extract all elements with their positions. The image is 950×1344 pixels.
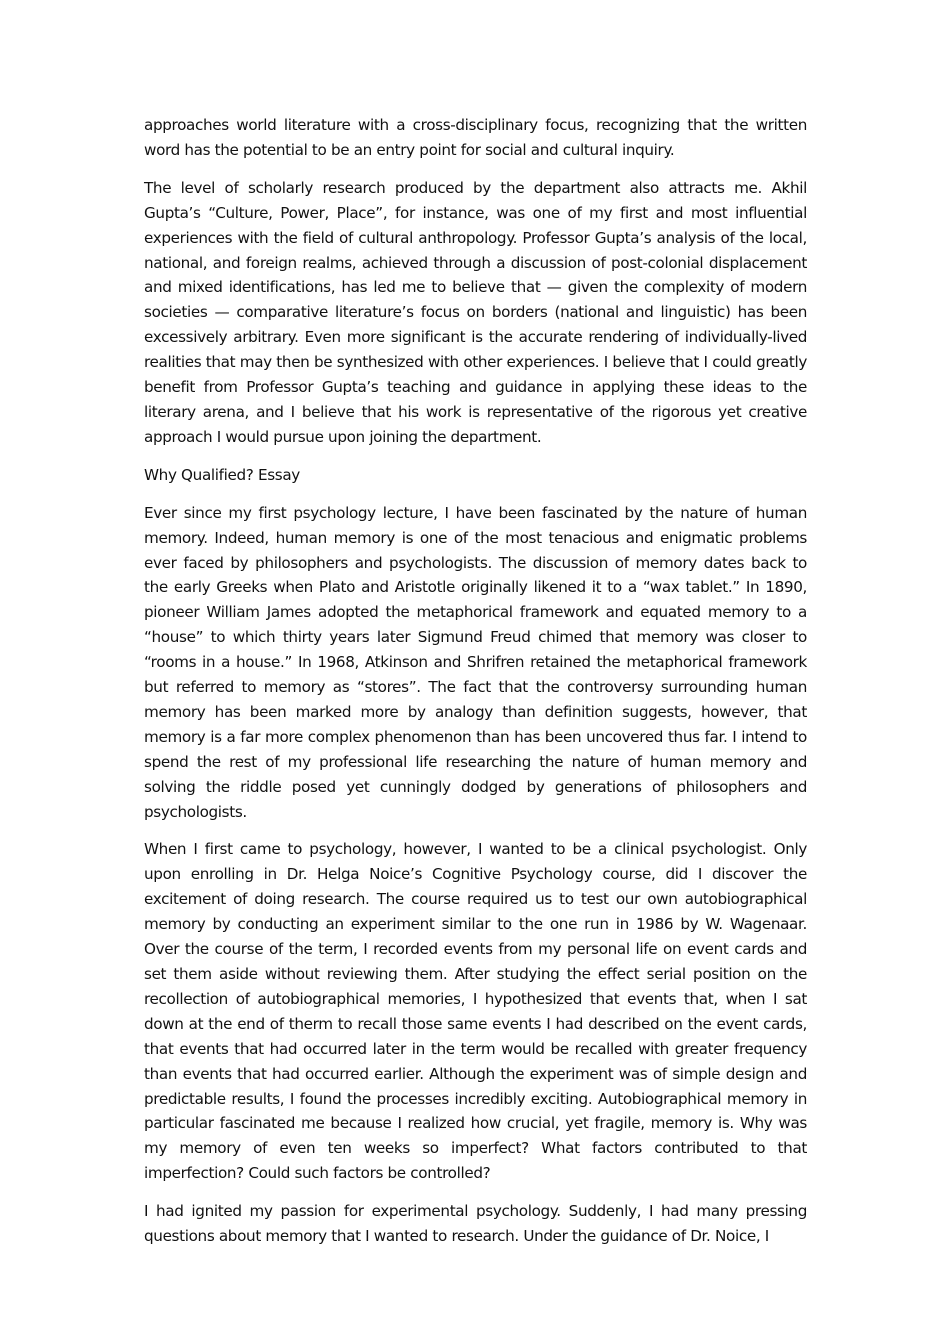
paragraph-scholarly-research: The level of scholarly research produced by the department also attracts me. Akhil Gupta’s “Culture, Power, Place”, for instance, was one of my first and most influential experiences with the field of cultural anthropology. Professor Gupta’s analysis of the local, national, and foreign realms, achieved through a discussion of post-colonial displacement and mixed identifications, has led me to believe that — given the complexity of modern societies — comparative literature’s focus on borders (national and linguistic) has been excessively arbitrary. Even more significant is the accurate rendering of individually-lived realities that may then be synthesized with other experiences. I believe that I could greatly benefit from Professor Gupta’s teaching and guidance in applying these ideas to the literary arena, and I believe that his work is representative of the rigorous yet creative approach I would pursue upon joining the department.: [144, 178, 807, 446]
paragraph-experimental-psychology: I had ignited my passion for experimental psychology. Suddenly, I had many pressing questions about memory that I wanted to research. Under the guidance of Dr. Noice, I: [144, 1202, 807, 1246]
paragraph-human-memory: Ever since my first psychology lecture, I have been fascinated by the nature of human memory. Indeed, human memory is one of the most tenacious and enigmatic problems ever faced by philosophers and psychologists. The discussion of memory dates back to the early Greeks when Plato and Aristotle originally likened it to a “wax tablet.” In 1890, pioneer William James adopted the metaphorical framework and equated memory to a “house” to which thirty years later Sigmund Freud chimed that memory was closer to “rooms in a house.” In 1968, Atkinson and Shrifren retained the metaphorical framework but referred to memory as “stores”. The fact that the controversy surrounding human memory has been marked more by analogy than definition suggests, however, that memory is a far more complex phenomenon than has been uncovered thus far. I intend to spend the rest of my professional life researching the nature of human memory and solving the riddle posed yet cunningly dodged by generations of philosophers and psychologists.: [144, 503, 807, 821]
document-page: [144, 113, 807, 1262]
paragraph-cognitive-psychology-course: When I first came to psychology, however, I wanted to be a clinical psychologist. Only upon enrolling in Dr. Helga Noice’s Cognitive Psychology course, did I discover the excitement of doing research. The course required us to test our own autobiographical memory by conducting an experiment similar to the one run in 1986 by W. Wagenaar. Over the course of the term, I recorded events from my personal life on event cards and set them aside without reviewing them. After studying the effect serial position on the recollection of autobiographical memories, I hypothesized that events that, when I sat down at the end of therm to recall those same events I had described on the event cards, that events that had occurred later in the term would be recalled with greater frequency than events that had occurred earlier. Although the experiment was of simple design and predictable results, I found the processes incredibly exciting. Autobiographical memory in particular fascinated me because I realized how crucial, yet fragile, memory is. Why was my memory of even ten weeks so imperfect? What factors contributed to that imperfection? Could such factors be controlled?: [144, 840, 807, 1183]
section-heading-why-qualified: Why Qualified? Essay: [144, 465, 300, 484]
paragraph-world-literature: approaches world literature with a cross-disciplinary focus, recognizing that the written word has the potential to be an entry point for social and cultural inquiry.: [144, 116, 807, 159]
